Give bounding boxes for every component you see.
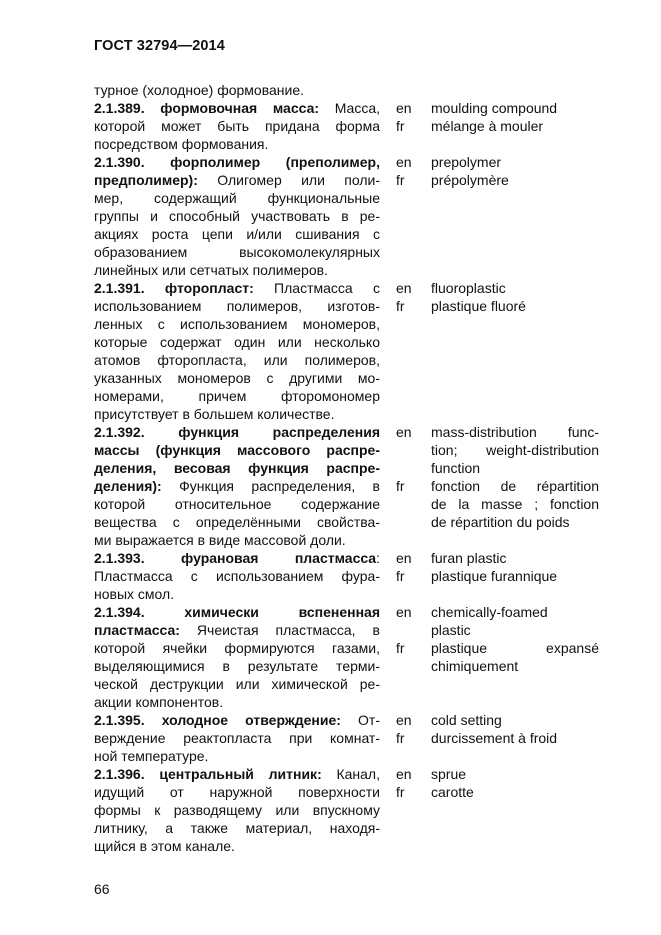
term-definition-line [94,549,380,567]
definition-text: линейных или сетчатых полимеров. [94,262,328,278]
translation-term: moulding compound [431,100,558,116]
definition-text: ленных с использованием мономеров, [94,316,380,332]
term-definition-line [94,351,380,369]
definition-text: мер, содержащий функциональные [94,190,380,206]
definition-text: которые содержат один или несколько [94,334,380,350]
term-definition-line [94,189,380,207]
definition-text: щийся в этом канале. [94,838,235,854]
definition-text: ми выражается в виде массовой доли. [94,532,346,548]
language-code: en [396,550,412,566]
definition-text: которой относительное содержание [94,496,380,512]
translation-term: mélange à mouler [431,118,544,134]
language-code: fr [396,298,405,314]
term-definition-line [94,765,380,783]
translation-term: durcissement à froid [431,730,558,746]
definition-text: присутствует в большем количестве. [94,406,335,422]
term-definition-line [94,261,380,279]
definition-text: Пластмасса с [253,280,380,296]
term-definition-line [94,819,380,837]
language-code: fr [396,172,405,188]
language-code: fr [396,118,405,134]
translation-term: plastique expansé [431,640,599,656]
definition-text: ческой деструкции или химической ре- [94,676,380,692]
definition-text: верждение реактопласта при комнат- [94,730,380,746]
language-code: fr [396,640,405,656]
term-definition-line [94,333,380,351]
term-heading-text: 2.1.390. форполимер (преполимер, [94,154,380,170]
language-code: en [396,604,412,620]
language-code: fr [396,568,405,584]
language-code: en [396,712,412,728]
language-code: fr [396,478,405,494]
term-heading-text: деления): [94,478,162,494]
translation-term: carotte [431,784,474,800]
definition-text: Пластмасса с использованием фура- [94,568,380,584]
translation-term: chimiquement [431,658,519,674]
definition-text: : [376,550,380,566]
language-code: en [396,424,412,440]
term-definition-line [94,153,380,171]
term-definition-line [94,531,380,549]
term-definition-line [94,405,380,423]
term-definition-line [94,693,380,711]
translation-term: chemically-foamed [431,604,548,620]
term-definition-line [94,801,380,819]
term-heading-text: 2.1.396. центральный литник: [94,766,322,782]
definition-text: турное (холодное) формование. [94,82,304,98]
term-definition-line [94,225,380,243]
term-heading-text: 2.1.392. функция распределения [94,424,380,440]
definition-text: группы и способный участвовать в ре- [94,208,380,224]
translation-term: function [431,460,481,476]
term-definition-line [94,369,380,387]
translation-term: plastique furannique [431,568,558,584]
language-code: en [396,100,412,116]
term-definition-line [94,135,380,153]
term-definition-line [94,711,380,729]
term-heading-text: 2.1.394. химически вспененная [94,604,380,620]
definition-text: ной температуре. [94,748,209,764]
definition-text: посредством формования. [94,136,269,152]
definition-text: использованием полимеров, изготов- [94,298,380,314]
term-definition-line [94,477,380,495]
definition-text: формы к разводящему или впускному [94,802,380,818]
term-definition-line [94,837,380,855]
language-code: fr [396,730,405,746]
translation-term: fluoroplastic [431,280,506,296]
term-definition-line [94,171,380,189]
definition-text: образованием высокомолекулярных [94,244,380,260]
definition-text: выделяющимися в результате терми- [94,658,380,674]
term-heading-text: предполимер): [94,172,198,188]
term-definition-line [94,513,380,531]
term-definition-line [94,567,380,585]
translation-term: cold setting [431,712,502,728]
definition-text: которой ячейки формируются газами, [94,640,380,656]
term-definition-line [94,297,380,315]
term-definition-line [94,747,380,765]
term-definition-line [94,657,380,675]
definition-text: идущий от наружной поверхности [94,784,380,800]
definition-text: Канал, [321,766,380,782]
translation-term: plastic [431,622,471,638]
term-heading-text: деления, весовая функция распре- [94,460,380,476]
document-header: ГОСТ 32794—2014 [94,38,225,54]
definition-text: Функция распределения, в [161,478,380,494]
translation-term: prépolymère [431,172,509,188]
translation-term: de répartition du poids [431,514,570,530]
definition-text: От- [340,712,380,728]
language-code: fr [396,784,405,800]
definition-text: Олигомер или поли- [197,172,380,188]
term-definition-line [94,675,380,693]
translation-term: tion; weight-distribution [431,442,599,458]
language-code: en [396,154,412,170]
term-definition-line [94,315,380,333]
term-definition-line [94,459,380,477]
term-definition-line [94,279,380,297]
definition-text: номерами, причем фторомономер [94,388,380,404]
term-definition-line [94,441,380,459]
term-heading-text: пластмасса: [94,622,180,638]
term-heading-text: 2.1.389. формовочная масса: [94,100,320,116]
term-definition-line [94,81,380,99]
term-definition-line [94,117,380,135]
term-definition-line [94,585,380,603]
term-definition-line [94,207,380,225]
term-definition-line [94,423,380,441]
term-definition-line [94,387,380,405]
definition-text: которой может быть придана форма [94,118,380,134]
translation-term: sprue [431,766,467,782]
definition-text: указанных мономеров с другими мо- [94,370,380,386]
term-definition-line [94,495,380,513]
definition-text: акции компонентов. [94,694,224,710]
definition-text: вещества с определёнными свойства- [94,514,380,530]
term-definition-line [94,639,380,657]
translation-term: mass-distribution func- [431,424,599,440]
term-definition-line [94,243,380,261]
definition-text: атомов фторопласта, или полимеров, [94,352,380,368]
language-code: en [396,766,412,782]
definition-text: акциях роста цепи и/или сшивания с [94,226,380,242]
translation-term: furan plastic [431,550,507,566]
term-definition-line [94,729,380,747]
term-heading-text: 2.1.391. фторопласт: [94,280,254,296]
definition-text: новых смол. [94,586,175,602]
term-definition-line [94,621,380,639]
term-definition-line [94,783,380,801]
definition-text: литнику, а также материал, находя- [94,820,380,836]
translation-term: de la masse ; fonction [431,496,599,512]
translation-term: fonction de répartition [431,478,599,494]
translation-term: prepolymer [431,154,502,170]
translation-term: plastique fluoré [431,298,526,314]
term-definition-line [94,603,380,621]
term-definition-line [94,99,380,117]
term-heading-text: 2.1.395. холодное отверждение: [94,712,341,728]
page-number: 66 [94,881,110,897]
definition-text: Ячеистая пластмасса, в [179,622,380,638]
term-heading-text: массы (функция массового распре- [94,442,380,458]
language-code: en [396,280,412,296]
term-heading-text: 2.1.393. фурановая пластмасса [94,550,377,566]
definition-text: Масса, [319,100,380,116]
